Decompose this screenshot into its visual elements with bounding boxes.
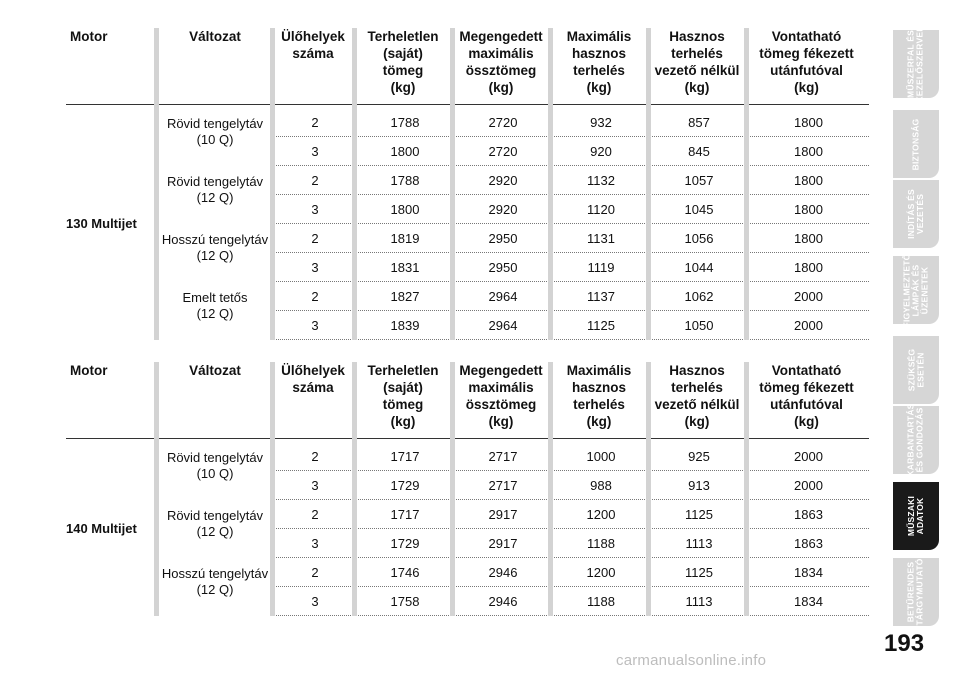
variant-line: Rövid tengelytáv	[166, 174, 264, 189]
cell-terheletlen: 1758	[390, 594, 420, 609]
variant-line: (10 Q)	[196, 132, 234, 147]
header-ulohelyek-line: száma	[292, 380, 334, 395]
header-maximalis-line: terhelés	[573, 397, 625, 412]
variant-label	[160, 290, 270, 322]
cell-terheletlen: 1788	[390, 115, 420, 130]
column-divider	[270, 28, 275, 340]
cell-ulohelyek: 2	[311, 115, 319, 130]
cell-hasznos: 845	[688, 144, 710, 159]
cell-vontathato: 2000	[794, 318, 823, 333]
cell-megengedett: 2950	[488, 260, 518, 275]
cell-ulohelyek: 2	[311, 565, 319, 580]
cell-hasznos: 1062	[684, 289, 714, 304]
cell-megengedett: 2920	[488, 202, 518, 217]
header-maximalis	[550, 362, 648, 430]
cell-hasznos: 1050	[684, 318, 714, 333]
cell-megengedett: 2946	[488, 594, 518, 609]
cell-terheletlen: 1717	[390, 449, 420, 464]
header-terheletlen-line: tömeg	[382, 63, 424, 78]
header-terheletlen	[354, 28, 452, 96]
cell-vontathato: 1834	[794, 594, 823, 609]
cell-megengedett: 2946	[488, 565, 518, 580]
header-megengedett	[452, 362, 550, 430]
header-hasznos-line: (kg)	[684, 414, 710, 429]
header-hasznos-line: (kg)	[684, 80, 710, 95]
header-motor: Motor	[70, 363, 108, 378]
section-tab-label	[907, 349, 925, 392]
cell-terheletlen: 1839	[390, 318, 420, 333]
cell-maximalis: 1137	[587, 289, 615, 304]
column-divider	[352, 362, 357, 616]
header-ulohelyek-line: száma	[292, 46, 334, 61]
cell-hasznos: 1125	[685, 507, 713, 522]
table-row	[274, 108, 869, 137]
cell-ulohelyek: 2	[311, 289, 319, 304]
section-tab-line: FIGYELMEZTETŐ	[901, 253, 912, 327]
page-number: 193	[884, 630, 925, 657]
header-hasznos-line: terhelés	[671, 380, 723, 395]
header-valtozat: Változat	[189, 29, 241, 44]
cell-vontathato: 2000	[794, 478, 823, 493]
column-divider	[548, 362, 553, 616]
column-divider	[270, 362, 275, 616]
header-megengedett-line: össztömeg	[465, 397, 537, 412]
header-hasznos-line: terhelés	[671, 46, 723, 61]
header-megengedett-line: Megengedett	[459, 363, 543, 378]
cell-vontathato: 1863	[794, 507, 823, 522]
cell-ulohelyek: 3	[311, 594, 319, 609]
column-divider	[154, 362, 159, 616]
table-row	[274, 311, 869, 340]
cell-terheletlen: 1788	[390, 173, 420, 188]
cell-ulohelyek: 2	[311, 449, 319, 464]
header-ulohelyek-line: Ülőhelyek	[281, 29, 345, 44]
header-vontathato-line: Vontatható	[771, 29, 842, 44]
table-row	[274, 471, 869, 500]
header-vontathato-line: utánfutóval	[770, 63, 843, 78]
header-ulohelyek	[272, 362, 354, 396]
table-row	[274, 282, 869, 311]
header-terheletlen	[354, 362, 452, 430]
section-tab[interactable]	[893, 253, 939, 327]
header-terheletlen-line: (saját)	[383, 380, 423, 395]
variant-line: Rövid tengelytáv	[166, 116, 264, 131]
cell-megengedett: 2917	[488, 507, 518, 522]
cell-ulohelyek: 3	[311, 536, 319, 551]
cell-ulohelyek: 3	[311, 202, 319, 217]
column-divider	[548, 28, 553, 340]
motor-name: 140 Multijet	[66, 521, 137, 536]
header-vontathato-line: (kg)	[794, 414, 819, 429]
section-tab-line: ESETÉN	[915, 352, 925, 388]
cell-megengedett: 2950	[488, 231, 518, 246]
cell-ulohelyek: 2	[311, 507, 319, 522]
section-tab-line: BIZTONSÁG	[910, 118, 921, 170]
section-tab[interactable]	[893, 482, 939, 550]
section-tab-line: MŰSZERFAL ÉS	[906, 30, 917, 98]
cell-vontathato: 2000	[794, 449, 823, 464]
cell-maximalis: 988	[590, 478, 612, 493]
column-divider	[646, 28, 651, 340]
cell-vontathato: 1800	[794, 260, 823, 275]
column-divider	[744, 362, 749, 616]
section-tab[interactable]	[893, 180, 939, 248]
section-tab-line: VEZETÉS	[915, 193, 926, 235]
cell-maximalis: 1200	[586, 507, 616, 522]
section-tab-line: BETŰRENDES	[906, 561, 917, 623]
row-separator	[274, 615, 869, 616]
cell-vontathato: 1834	[794, 565, 823, 580]
header-hasznos-line: Hasznos	[669, 29, 725, 44]
header-terheletlen-line: (kg)	[390, 80, 416, 95]
cell-maximalis: 1000	[586, 449, 616, 464]
variant-line: Rövid tengelytáv	[166, 508, 264, 523]
cell-hasznos: 925	[688, 449, 710, 464]
variant-line: (12 Q)	[196, 524, 234, 539]
header-megengedett	[452, 28, 550, 96]
header-vontathato-line: utánfutóval	[770, 397, 843, 412]
header-megengedett-line: (kg)	[488, 80, 514, 95]
table-row	[274, 224, 869, 253]
cell-ulohelyek: 3	[311, 260, 319, 275]
header-terheletlen-line: tömeg	[382, 397, 424, 412]
variant-line: Emelt tetős	[182, 290, 248, 305]
header-terheletlen-line: Terheletlen	[367, 363, 439, 378]
table-row	[274, 137, 869, 166]
section-tab-line: ADATOK	[915, 497, 925, 535]
cell-hasznos: 1057	[684, 173, 714, 188]
weights-table-130-multijet	[66, 28, 869, 340]
section-tab-line: ÉS GONDOZÁS	[915, 407, 926, 473]
table-row	[274, 587, 869, 616]
header-valtozat: Változat	[189, 363, 241, 378]
cell-terheletlen: 1819	[390, 231, 420, 246]
header-vontathato-line: (kg)	[794, 80, 819, 95]
cell-ulohelyek: 3	[311, 144, 319, 159]
header-maximalis-line: (kg)	[586, 414, 612, 429]
table-row	[274, 195, 869, 224]
header-terheletlen-line: (kg)	[390, 414, 416, 429]
cell-vontathato: 1800	[794, 231, 823, 246]
cell-vontathato: 1863	[794, 536, 823, 551]
section-tab-label	[907, 25, 925, 102]
cell-maximalis: 920	[590, 144, 612, 159]
cell-maximalis: 1131	[587, 231, 615, 246]
cell-maximalis: 1188	[587, 536, 615, 551]
variant-line: Hosszú tengelytáv	[161, 566, 269, 581]
header-maximalis	[550, 28, 648, 96]
cell-megengedett: 2964	[488, 289, 518, 304]
section-tab-label	[907, 558, 925, 625]
cell-maximalis: 1120	[587, 202, 615, 217]
variant-label	[160, 174, 270, 206]
header-vontathato	[746, 28, 867, 96]
header-maximalis-line: hasznos	[571, 46, 626, 61]
cell-terheletlen: 1717	[390, 507, 420, 522]
cell-hasznos: 1056	[684, 231, 714, 246]
cell-vontathato: 1800	[794, 115, 823, 130]
section-tab-label	[903, 253, 930, 327]
table-row	[274, 529, 869, 558]
variant-line: (12 Q)	[196, 306, 234, 321]
cell-ulohelyek: 2	[311, 231, 319, 246]
variant-line: (12 Q)	[196, 190, 234, 205]
table-row	[274, 166, 869, 195]
header-vontathato-line: Vontatható	[771, 363, 842, 378]
header-terheletlen-line: Terheletlen	[367, 29, 439, 44]
column-divider	[744, 28, 749, 340]
header-maximalis-line: hasznos	[571, 380, 626, 395]
header-ulohelyek	[272, 28, 354, 62]
cell-terheletlen: 1831	[390, 260, 420, 275]
variant-line: Hosszú tengelytáv	[161, 232, 269, 247]
cell-vontathato: 2000	[794, 289, 823, 304]
header-maximalis-line: Maximális	[566, 29, 632, 44]
section-tab-line: TÁRGYMUTATÓ	[915, 558, 926, 626]
cell-vontathato: 1800	[794, 144, 823, 159]
section-tab-label	[912, 118, 921, 170]
cell-maximalis: 1119	[587, 260, 615, 275]
header-hasznos	[648, 28, 746, 96]
variant-line: (10 Q)	[196, 466, 234, 481]
cell-megengedett: 2720	[488, 115, 518, 130]
table-row	[274, 500, 869, 529]
cell-maximalis: 1188	[587, 594, 615, 609]
section-tab-line: MŰSZAKI	[906, 495, 916, 537]
header-megengedett-line: Megengedett	[459, 29, 543, 44]
cell-terheletlen: 1729	[390, 478, 420, 493]
variant-label	[160, 232, 270, 264]
variant-line: (12 Q)	[196, 248, 234, 263]
column-divider	[352, 28, 357, 340]
watermark: carmanualsonline.info	[616, 652, 767, 669]
variant-label	[160, 450, 270, 482]
section-tab-line: ÜZENETEK	[919, 266, 930, 314]
weights-table-140-multijet	[66, 362, 869, 616]
header-ulohelyek-line: Ülőhelyek	[281, 363, 345, 378]
cell-hasznos: 1045	[684, 202, 714, 217]
column-divider	[450, 28, 455, 340]
variant-line: (12 Q)	[196, 582, 234, 597]
header-vontathato-line: tömeg fékezett	[759, 46, 854, 61]
header-vontathato-line: tömeg fékezett	[759, 380, 854, 395]
section-tab-line: INDÍTÁS ÉS	[906, 189, 917, 239]
cell-ulohelyek: 3	[311, 478, 319, 493]
section-tab[interactable]	[893, 403, 939, 477]
section-tab-line: LÁMPÁK ÉS	[910, 264, 921, 316]
cell-hasznos: 1125	[685, 565, 713, 580]
column-divider	[450, 362, 455, 616]
header-motor: Motor	[70, 29, 108, 44]
header-maximalis-line: (kg)	[586, 80, 612, 95]
cell-vontathato: 1800	[794, 202, 823, 217]
table-row	[274, 253, 869, 282]
cell-terheletlen: 1800	[390, 202, 420, 217]
header-megengedett-line: maximális	[468, 46, 534, 61]
header-hasznos	[648, 362, 746, 430]
cell-vontathato: 1800	[794, 173, 823, 188]
cell-maximalis: 1200	[586, 565, 616, 580]
cell-megengedett: 2720	[488, 144, 518, 159]
section-tab[interactable]	[893, 336, 939, 404]
section-tab-line: KEZELŐSZERVEK	[915, 25, 926, 103]
header-hasznos-line: vezető nélkül	[654, 63, 740, 78]
cell-hasznos: 1113	[685, 594, 713, 609]
cell-ulohelyek: 3	[311, 318, 319, 333]
cell-megengedett: 2964	[488, 318, 518, 333]
section-tab-label	[907, 496, 925, 536]
header-megengedett-line: (kg)	[488, 414, 514, 429]
header-maximalis-line: terhelés	[573, 63, 625, 78]
section-tab-line: KARBANTARTÁS	[906, 403, 917, 477]
cell-megengedett: 2917	[488, 536, 518, 551]
cell-hasznos: 1044	[684, 260, 714, 275]
cell-ulohelyek: 2	[311, 173, 319, 188]
section-tab[interactable]	[893, 25, 939, 103]
cell-terheletlen: 1800	[390, 144, 420, 159]
header-megengedett-line: össztömeg	[465, 63, 537, 78]
variant-label	[160, 508, 270, 540]
cell-megengedett: 2920	[488, 173, 518, 188]
cell-maximalis: 932	[590, 115, 612, 130]
header-vontathato	[746, 362, 867, 430]
variant-label	[160, 116, 270, 148]
cell-maximalis: 1132	[587, 173, 615, 188]
variant-label	[160, 566, 270, 598]
variant-line: Rövid tengelytáv	[166, 450, 264, 465]
header-terheletlen-line: (saját)	[383, 46, 423, 61]
cell-hasznos: 913	[688, 478, 710, 493]
header-hasznos-line: vezető nélkül	[654, 397, 740, 412]
section-tab-line: SZÜKSÉG	[906, 348, 916, 392]
header-maximalis-line: Maximális	[566, 363, 632, 378]
cell-terheletlen: 1729	[390, 536, 420, 551]
table-row	[274, 442, 869, 471]
table-row	[274, 558, 869, 587]
section-tab-label	[907, 189, 925, 239]
header-megengedett-line: maximális	[468, 380, 534, 395]
cell-hasznos: 857	[688, 115, 710, 130]
column-divider	[154, 28, 159, 340]
header-hasznos-line: Hasznos	[669, 363, 725, 378]
cell-terheletlen: 1746	[390, 565, 420, 580]
section-tab[interactable]	[893, 558, 939, 626]
column-divider	[646, 362, 651, 616]
cell-megengedett: 2717	[488, 449, 518, 464]
cell-hasznos: 1113	[685, 536, 713, 551]
cell-megengedett: 2717	[488, 478, 518, 493]
cell-terheletlen: 1827	[390, 289, 420, 304]
section-tab-label	[907, 403, 925, 476]
motor-name: 130 Multijet	[66, 216, 137, 231]
section-tab[interactable]	[893, 110, 939, 178]
row-separator	[274, 339, 869, 340]
cell-maximalis: 1125	[587, 318, 615, 333]
